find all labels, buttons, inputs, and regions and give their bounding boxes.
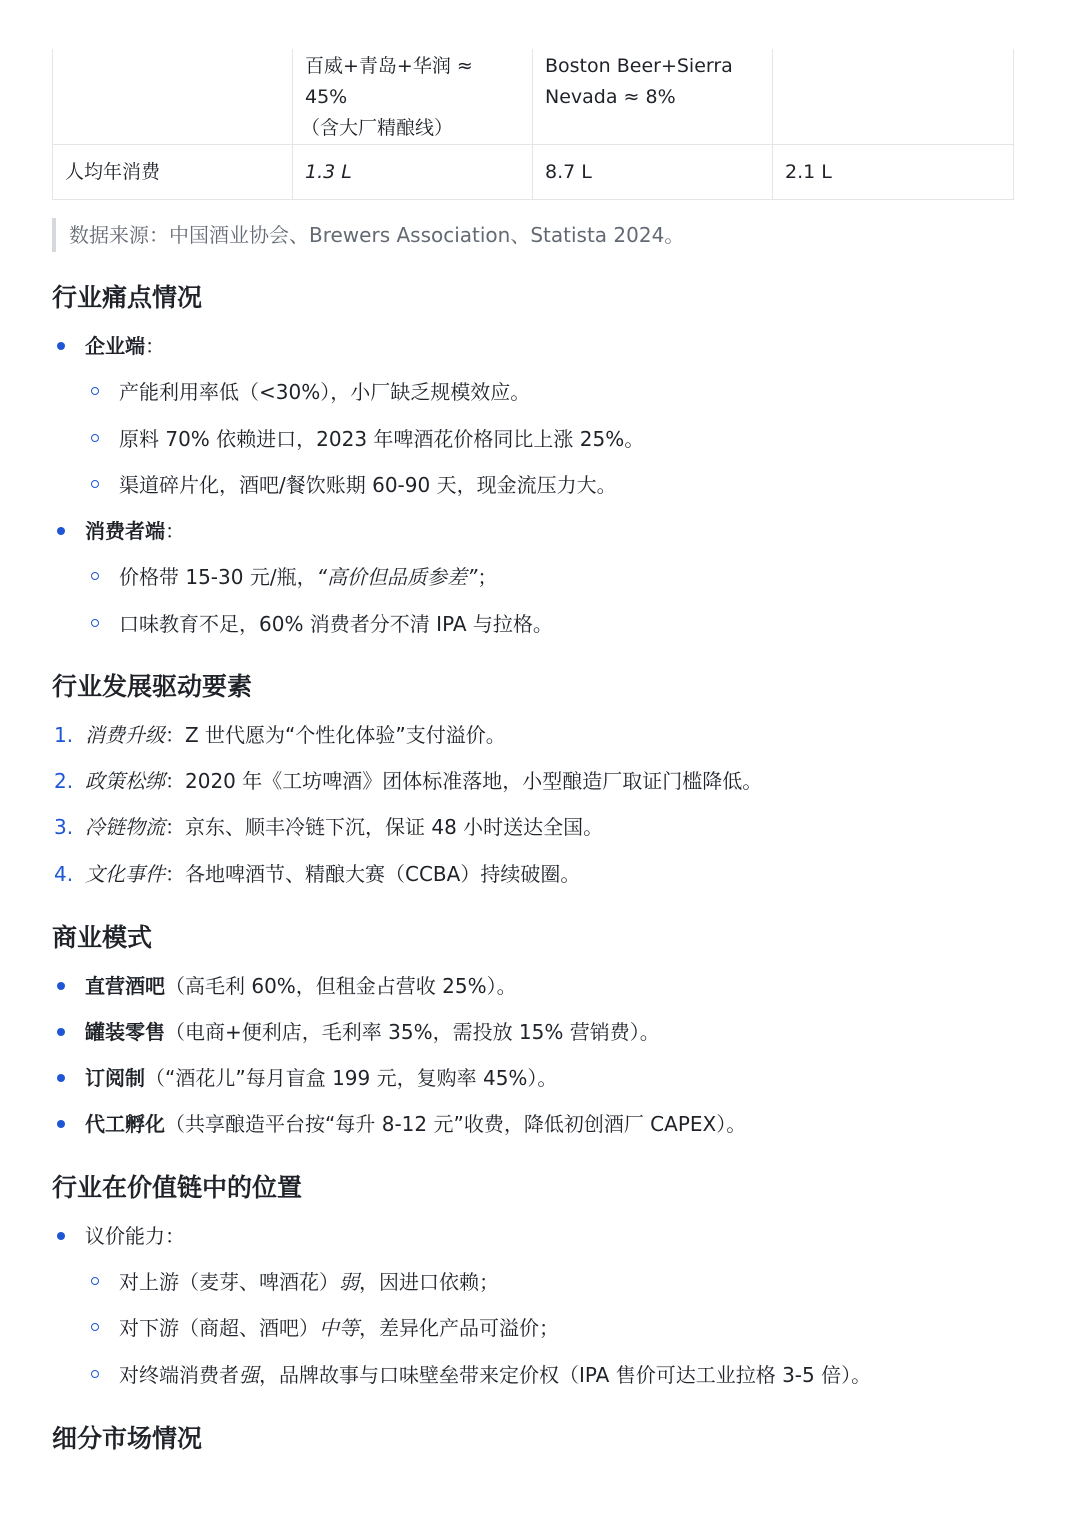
table-cell bbox=[293, 49, 533, 145]
bullet-icon bbox=[57, 1028, 65, 1036]
section-heading-pain: 行业痛点情况 bbox=[52, 283, 203, 312]
circle-bullet-icon bbox=[91, 1323, 99, 1331]
table-cell bbox=[53, 49, 293, 145]
bullet-icon bbox=[57, 1120, 65, 1128]
circle-bullet-icon bbox=[91, 619, 99, 627]
source-blockquote: 数据来源：中国酒业协会、Brewers Association、Statista 2024。 bbox=[52, 218, 684, 252]
table-cell: 1.3 L bbox=[293, 145, 533, 200]
list-item-label: 消费者端 bbox=[85, 519, 165, 543]
circle-bullet-icon bbox=[91, 480, 99, 488]
list-item-text: 议价能力： bbox=[85, 1224, 185, 1248]
bullet-icon bbox=[57, 342, 65, 350]
cell-line: （含大厂精酿线） bbox=[301, 117, 454, 139]
list-item-text: 对上游（麦芽、啤酒花）弱，因进口依赖； bbox=[119, 1270, 499, 1294]
section-heading-segments: 细分市场情况 bbox=[52, 1424, 203, 1453]
section-heading-value-chain: 行业在价值链中的位置 bbox=[52, 1173, 303, 1202]
cell-line: 百威+青岛+华润 ≈ 45% bbox=[305, 55, 473, 108]
bullet-icon bbox=[57, 982, 65, 990]
table-cell bbox=[773, 49, 1014, 145]
market-share-table bbox=[52, 49, 1014, 200]
cell-line: Nevada ≈ 8% bbox=[545, 86, 676, 108]
list-number: 2. bbox=[54, 769, 74, 793]
list-number: 4. bbox=[54, 862, 74, 886]
circle-bullet-icon bbox=[91, 387, 99, 395]
table-row-label: 人均年消费 bbox=[53, 145, 293, 200]
circle-bullet-icon bbox=[91, 572, 99, 580]
list-item-text: 渠道碎片化，酒吧/餐饮账期 60-90 天，现金流压力大。 bbox=[119, 473, 617, 497]
section-heading-drivers: 行业发展驱动要素 bbox=[52, 672, 253, 701]
document-page: 百威+青岛+华润 ≈ 45% （含大厂精酿线） Boston Beer+Sierra Nevada ≈ 8% 人均年消费 1.3 L 8.7 L 2.1 L 数据来源：中国酒业协会、Brewers Association、Statista 2024。 行业痛点情况 企业端： 产能利用率低（<30%），小厂缺乏规模效应。 原料 70% 依赖进口，2023 年啤酒花价格同比上涨 25%。 渠道碎片化，酒吧/餐饮账期 60-90 天，现金流压力大。 消费者端： 价格带 15-30 元/瓶，“高价但品质参差”； 口味教育不足，60% 消费者分不清 IPA 与拉格。 行业发展驱动要素 1. 消费升级：Z 世代愿为“个性化体验”支付溢价。 2. 政策松绑：2020 年《工坊啤酒》团体标准落地，小型酿造厂取证门槛降低。 3. 冷链物流：京东、顺丰冷链下沉，保证 48 小时送达全国。 4. 文化事件：各地啤酒节、精酿大赛（CCBA）持续破圈。 商业模式 直营酒吧（高毛利 60%，但租金占营收 25%）。 罐装零售（电商+便利店，毛利率 35%，需投放 15% 营销费）。 订阅制（“酒花儿”每月盲盒 199 元，复购率 45%）。 代工孵化（共享酿造平台按“每升 8-12 元”收费，降低初创酒厂 CAPEX）。 行业在价值链中的位置 议价能力： 对上游（麦芽、啤酒花）弱，因进口依赖； 对下游（商超、酒吧）中等，差异化产品可溢价； 对终端消费者强，品牌故事与口味壁垒带来定价权（IPA 售价可达工业拉格 3-5 倍）。 细分市场情况 bbox=[52, 0, 1010, 200]
list-item-text: 对下游（商超、酒吧）中等，差异化产品可溢价； bbox=[119, 1316, 559, 1340]
list-item-text: 价格带 15-30 元/瓶，“高价但品质参差”； bbox=[119, 565, 498, 589]
list-item-text: 产能利用率低（<30%），小厂缺乏规模效应。 bbox=[119, 380, 531, 404]
table-cell: 2.1 L bbox=[773, 145, 1014, 200]
table-cell bbox=[533, 49, 773, 145]
circle-bullet-icon bbox=[91, 1277, 99, 1285]
circle-bullet-icon bbox=[91, 1370, 99, 1378]
bullet-icon bbox=[57, 1232, 65, 1240]
list-item-text: 口味教育不足，60% 消费者分不清 IPA 与拉格。 bbox=[119, 612, 553, 636]
list-number: 3. bbox=[54, 815, 74, 839]
table-row bbox=[53, 145, 1014, 200]
list-item-label: 企业端 bbox=[85, 334, 145, 358]
cell-line: Boston Beer+Sierra bbox=[545, 55, 733, 77]
list-item-text: 对终端消费者强，品牌故事与口味壁垒带来定价权（IPA 售价可达工业拉格 3-5 倍）。 bbox=[119, 1363, 872, 1387]
bullet-icon bbox=[57, 527, 65, 535]
list-number: 1. bbox=[54, 723, 74, 747]
list-item-text: 原料 70% 依赖进口，2023 年啤酒花价格同比上涨 25%。 bbox=[119, 427, 645, 451]
table-cell: 8.7 L bbox=[533, 145, 773, 200]
section-heading-business: 商业模式 bbox=[52, 923, 153, 952]
circle-bullet-icon bbox=[91, 434, 99, 442]
bullet-icon bbox=[57, 1074, 65, 1082]
table-row bbox=[53, 49, 1014, 145]
